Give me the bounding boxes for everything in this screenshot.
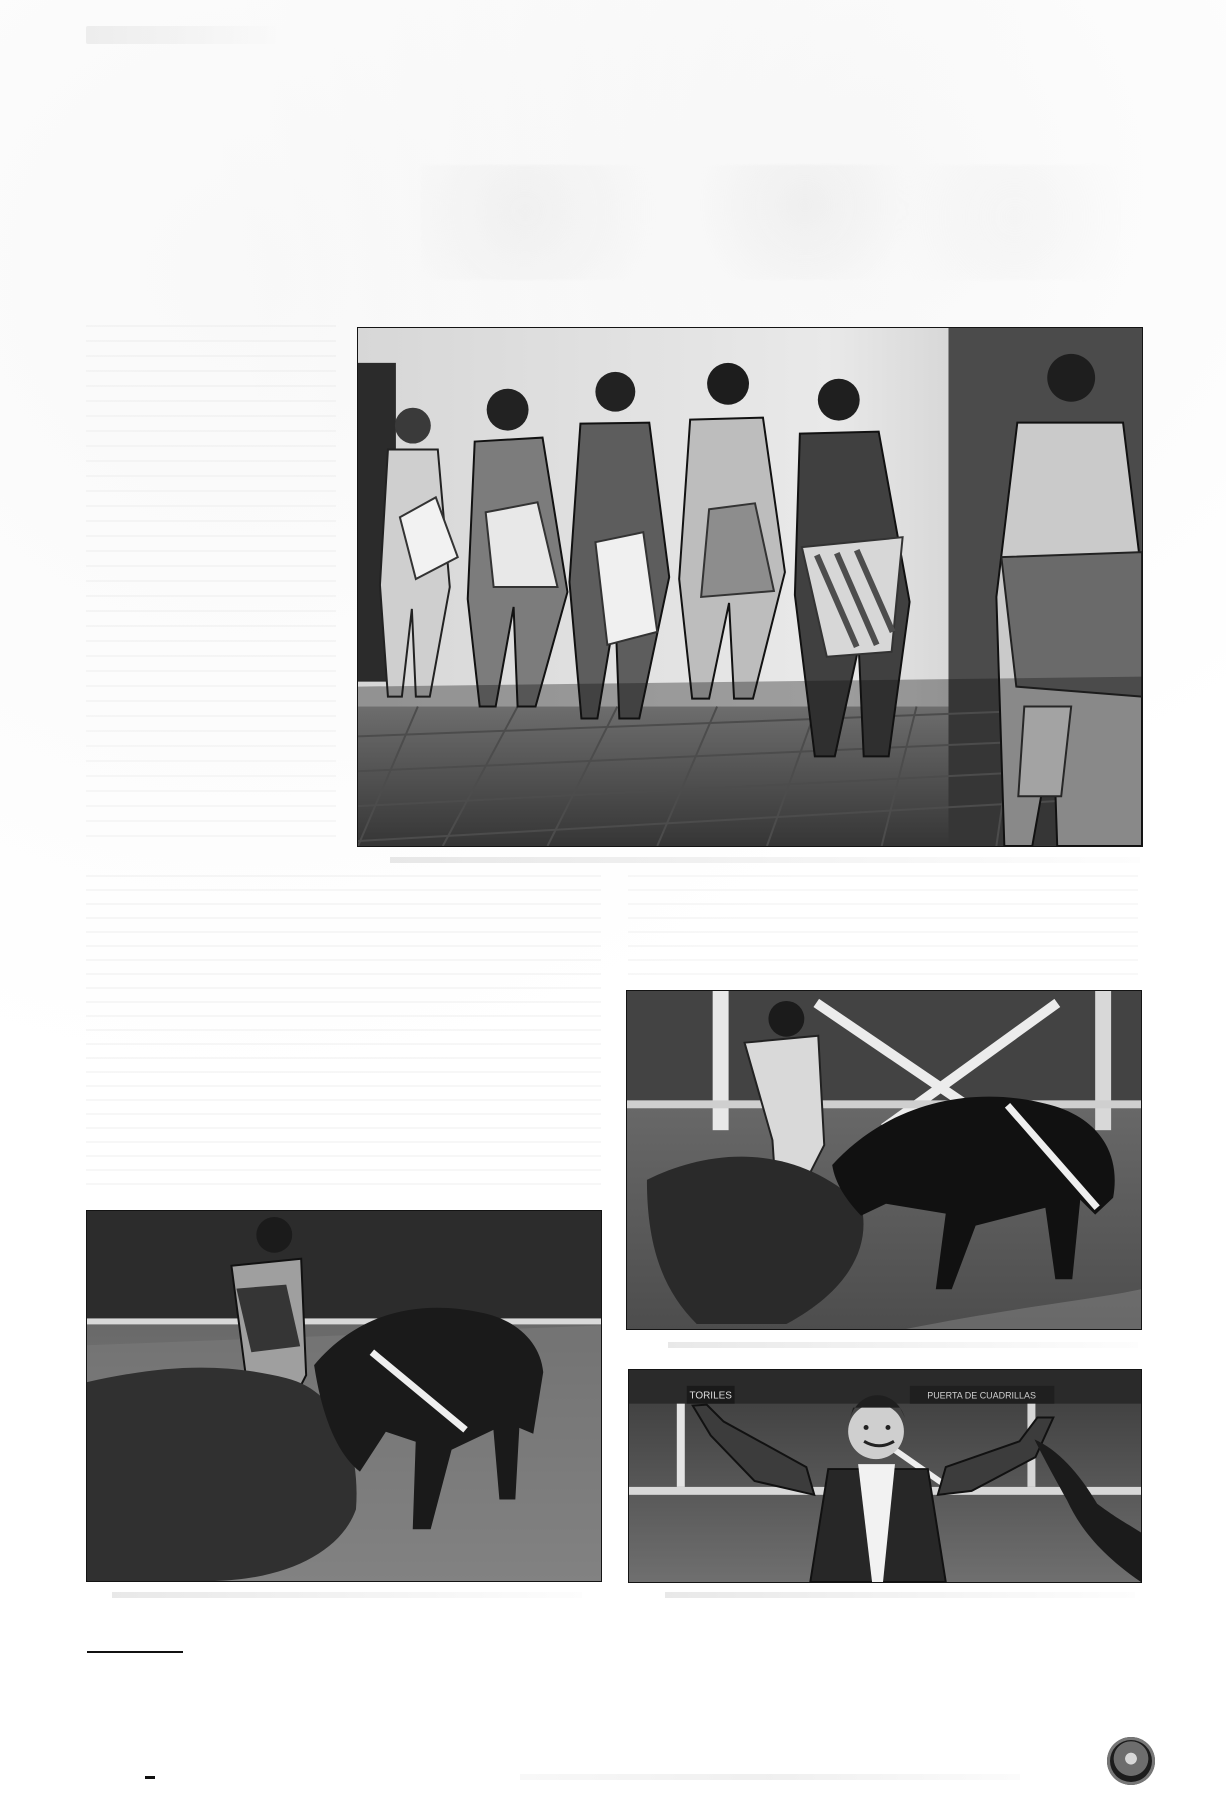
- group-photo-toreros: [357, 327, 1143, 847]
- torero-face: [848, 1404, 904, 1459]
- torero-pass-left-photo: [86, 1210, 602, 1582]
- right-photo-caption: [668, 1342, 1138, 1348]
- group-photo-svg: [358, 328, 1142, 846]
- faint-title-area: [420, 165, 1120, 280]
- smiling-torero-svg: [629, 1370, 1141, 1582]
- left-bullfight-svg: [87, 1211, 601, 1581]
- faint-footer-text: [520, 1774, 1020, 1780]
- bottom-left-caption: [112, 1592, 582, 1598]
- right-bullfight-svg: [627, 991, 1141, 1329]
- faint-text-column-right: [628, 875, 1138, 975]
- toriles-sign: TORILES: [689, 1390, 732, 1402]
- group-photo-caption: [390, 857, 1140, 863]
- torero-pass-right-photo: [626, 990, 1142, 1330]
- faint-text-column-middle: [86, 875, 601, 1190]
- page-mark-left: [145, 1776, 155, 1779]
- faint-header-text: [86, 26, 276, 44]
- footnote-rule: [87, 1651, 183, 1653]
- smiling-torero-photo: [628, 1369, 1142, 1583]
- faint-text-column-left: [86, 325, 336, 845]
- cuadrillas-sign: PUERTA DE CUADRILLAS: [927, 1390, 1036, 1401]
- portrait-medallion-icon: [1107, 1737, 1155, 1785]
- bottom-right-caption: [665, 1592, 1135, 1598]
